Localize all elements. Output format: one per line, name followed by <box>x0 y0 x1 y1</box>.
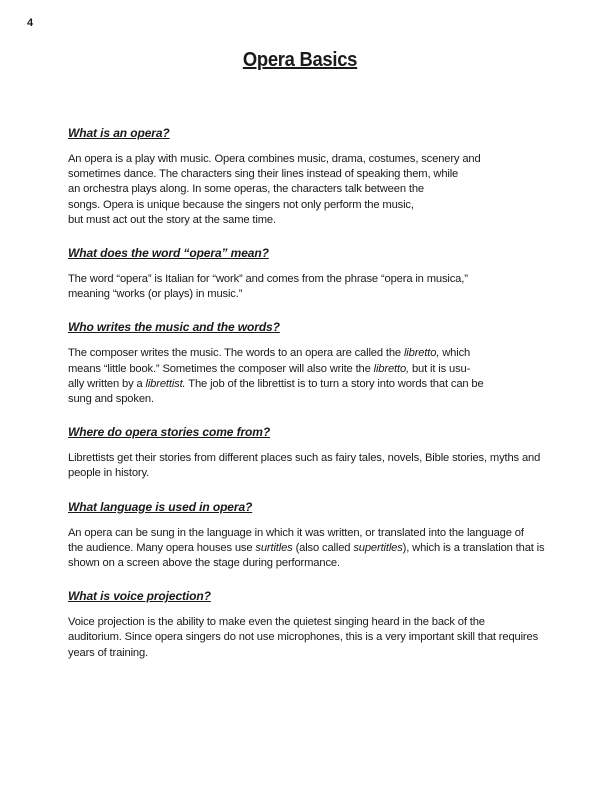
answer-text: Librettists get their stories from different places such as fairy tales, novels, Bible stories, myths and <box>68 452 541 465</box>
faq-section <box>68 126 548 228</box>
answer-text: sung and spoken. <box>68 393 154 406</box>
section-answer <box>68 152 548 228</box>
answer-line <box>68 346 548 361</box>
page-title: Opera Basics <box>242 49 358 71</box>
italic-term: libretto, <box>373 362 409 375</box>
section-question: Where do opera stories come from? <box>68 425 271 440</box>
answer-line <box>68 362 548 377</box>
faq-section <box>68 500 548 572</box>
section-question: What is an opera? <box>68 126 170 140</box>
answer-text: auditorium. Since opera singers do not use microphones, this is a very important skill that requires <box>68 631 539 644</box>
section-answer <box>68 615 548 661</box>
faq-section <box>68 425 548 481</box>
answer-line <box>68 541 548 556</box>
answer-line <box>68 392 548 407</box>
faq-content <box>68 126 548 679</box>
answer-text: ally written by a <box>68 377 146 390</box>
faq-section <box>68 589 548 661</box>
answer-text: but it is usu- <box>408 362 471 375</box>
section-answer <box>68 272 548 302</box>
answer-line <box>68 198 548 213</box>
answer-line <box>68 272 548 287</box>
answer-text: The job of the librettist is to turn a story into words that can be <box>185 377 484 390</box>
answer-text: Voice projection is the ability to make even the quietest singing heard in the back of the <box>68 616 485 629</box>
answer-text: meaning “works (or plays) in music.” <box>68 288 243 301</box>
answer-line <box>68 615 548 630</box>
answer-text: ), which is a translation that is <box>402 541 545 554</box>
answer-text: which <box>439 347 471 360</box>
answer-text: the audience. Many opera houses use <box>68 541 256 554</box>
italic-term: libretto, <box>403 347 440 360</box>
page-number: 4 <box>27 17 34 29</box>
section-question: What does the word “opera” mean? <box>68 246 269 261</box>
answer-line <box>68 451 548 466</box>
section-question: What language is used in opera? <box>68 499 253 514</box>
section-question: Who writes the music and the words? <box>68 320 280 335</box>
answer-text: means “little book.” Sometimes the composer will also write the <box>68 362 374 375</box>
faq-section <box>68 246 548 302</box>
answer-text: an orchestra plays along. In some operas, the characters talk between the <box>68 183 424 196</box>
italic-term: librettist. <box>145 377 186 390</box>
section-answer <box>68 346 548 407</box>
italic-term: supertitles <box>353 541 403 554</box>
faq-section <box>68 320 548 407</box>
answer-text: songs. Opera is unique because the singers not only perform the music, <box>68 198 414 211</box>
section-answer <box>68 526 548 572</box>
answer-line <box>68 646 548 661</box>
section-question: What is voice projection? <box>68 589 211 604</box>
answer-line <box>68 182 548 197</box>
answer-text: sometimes dance. The characters sing their lines instead of speaking them, while <box>68 168 459 181</box>
answer-line <box>68 556 548 571</box>
answer-text: shown on a screen above the stage during performance. <box>68 557 340 570</box>
answer-text: but must act out the story at the same time. <box>68 213 276 226</box>
answer-line <box>68 287 548 302</box>
answer-text: people in history. <box>68 467 150 480</box>
answer-text: years of training. <box>68 646 149 659</box>
italic-term: surtitles <box>255 541 293 554</box>
answer-line <box>68 377 548 392</box>
answer-text: The word “opera” is Italian for “work” and comes from the phrase “opera in musica,” <box>68 273 468 286</box>
answer-line <box>68 630 548 645</box>
answer-text: An opera is a play with music. Opera combines music, drama, costumes, scenery and <box>68 153 481 165</box>
answer-line <box>68 526 548 541</box>
answer-line <box>68 167 548 182</box>
answer-text: The composer writes the music. The words to an opera are called the <box>68 347 404 360</box>
answer-text: An opera can be sung in the language in which it was written, or translated into the language of <box>68 526 524 539</box>
section-answer <box>68 451 548 481</box>
answer-text: (also called <box>292 541 354 554</box>
answer-line <box>68 466 548 481</box>
answer-line <box>68 152 548 167</box>
answer-line <box>68 213 548 228</box>
